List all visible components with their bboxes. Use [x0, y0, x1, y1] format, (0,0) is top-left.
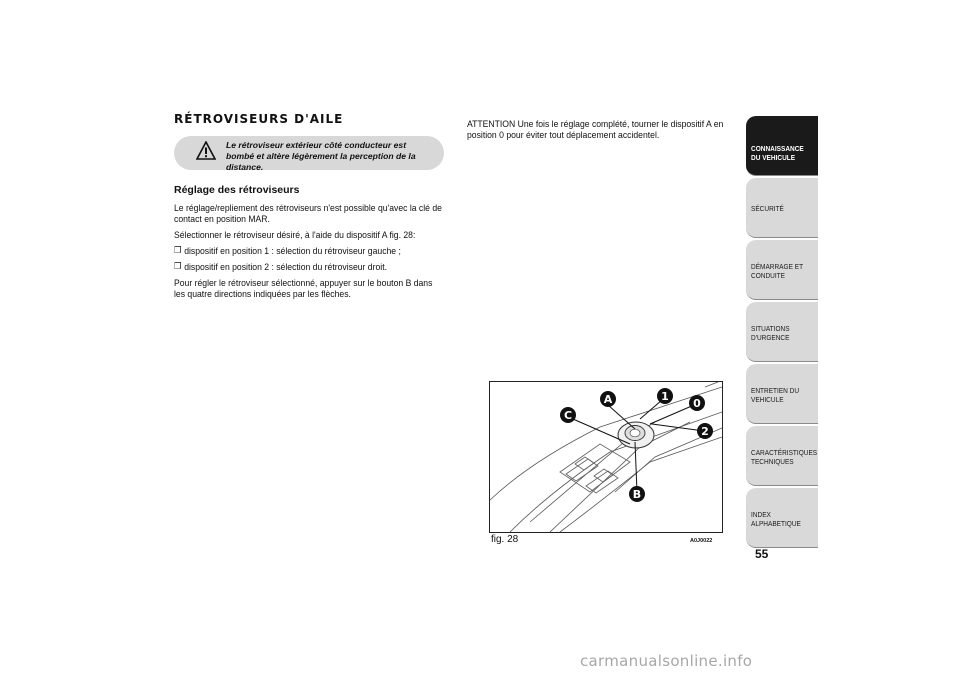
- callout-1: 1: [661, 390, 669, 403]
- tab-label: INDEX ALPHABETIQUE: [751, 510, 801, 528]
- bullet-text: dispositif en position 2 : sélection du rétroviseur droit.: [184, 261, 387, 272]
- chapter-tabs: [746, 116, 818, 550]
- bullet-item: [174, 261, 443, 272]
- warning-text: Le rétroviseur extérieur côté conducteur est bombé et altère légèrement la perception de la distance.: [226, 140, 416, 172]
- tab-label: CONNAISSANCE DU VEHICULE: [751, 144, 804, 162]
- tab-securite[interactable]: [746, 178, 818, 238]
- tab-label: CARACTÉRISTIQUES TECHNIQUES: [751, 448, 818, 466]
- right-column: [467, 118, 747, 145]
- bullet-item: [174, 245, 443, 256]
- tab-label: DÉMARRAGE ET CONDUITE: [751, 262, 804, 280]
- watermark: carmanualsonline.info: [580, 652, 753, 670]
- left-column: [174, 112, 446, 304]
- paragraph: Sélectionner le rétroviseur désiré, à l'aide du dispositif A fig. 28:: [174, 229, 416, 240]
- section-heading: RÉTROVISEURS D'AILE: [174, 112, 344, 126]
- tab-index-alphabetique[interactable]: [746, 488, 818, 548]
- callout-0: 0: [693, 397, 701, 410]
- page-number: 55: [755, 547, 769, 561]
- tab-situations-durgence[interactable]: [746, 302, 818, 362]
- checkbox-bullet-icon: ❒: [174, 245, 182, 255]
- paragraph: Le réglage/repliement des rétroviseurs n'est possible qu'avec la clé de contact en position MAR.: [174, 202, 442, 224]
- warning-triangle-icon: [196, 141, 216, 161]
- checkbox-bullet-icon: ❒: [174, 261, 182, 271]
- figure-code: A0J0022: [690, 538, 713, 544]
- bullet-text: dispositif en position 1 : sélection du rétroviseur gauche ;: [184, 245, 401, 256]
- tab-label: ENTRETIEN DU VEHICULE: [751, 386, 800, 404]
- tab-connaissance-du-vehicule[interactable]: [746, 116, 818, 176]
- callout-a: A: [603, 393, 613, 406]
- callout-b: B: [632, 488, 642, 501]
- tab-entretien-du-vehicule[interactable]: [746, 364, 818, 424]
- tab-caracteristiques-techniques[interactable]: [746, 426, 818, 486]
- tab-label: SITUATIONS D'URGENCE: [751, 324, 790, 342]
- figure-caption: fig. 28: [491, 534, 519, 545]
- mirror-control-illustration: [490, 382, 722, 532]
- callout-2: 2: [701, 425, 709, 438]
- callout-c: C: [563, 409, 573, 422]
- attention-paragraph: ATTENTION Une fois le réglage complété, tourner le dispositif A en position 0 pour éviter tout déplacement accidentel.: [467, 118, 724, 140]
- tab-label: SÉCURITÉ: [751, 204, 784, 213]
- figure-illustration: [489, 381, 723, 533]
- warning-box: [174, 136, 444, 170]
- paragraph: Pour régler le rétroviseur sélectionné, appuyer sur le bouton B dans les quatre directions indiquées par les flèches.: [174, 277, 433, 299]
- tab-demarrage-et-conduite[interactable]: [746, 240, 818, 300]
- subheading: Réglage des rétroviseurs: [174, 184, 300, 196]
